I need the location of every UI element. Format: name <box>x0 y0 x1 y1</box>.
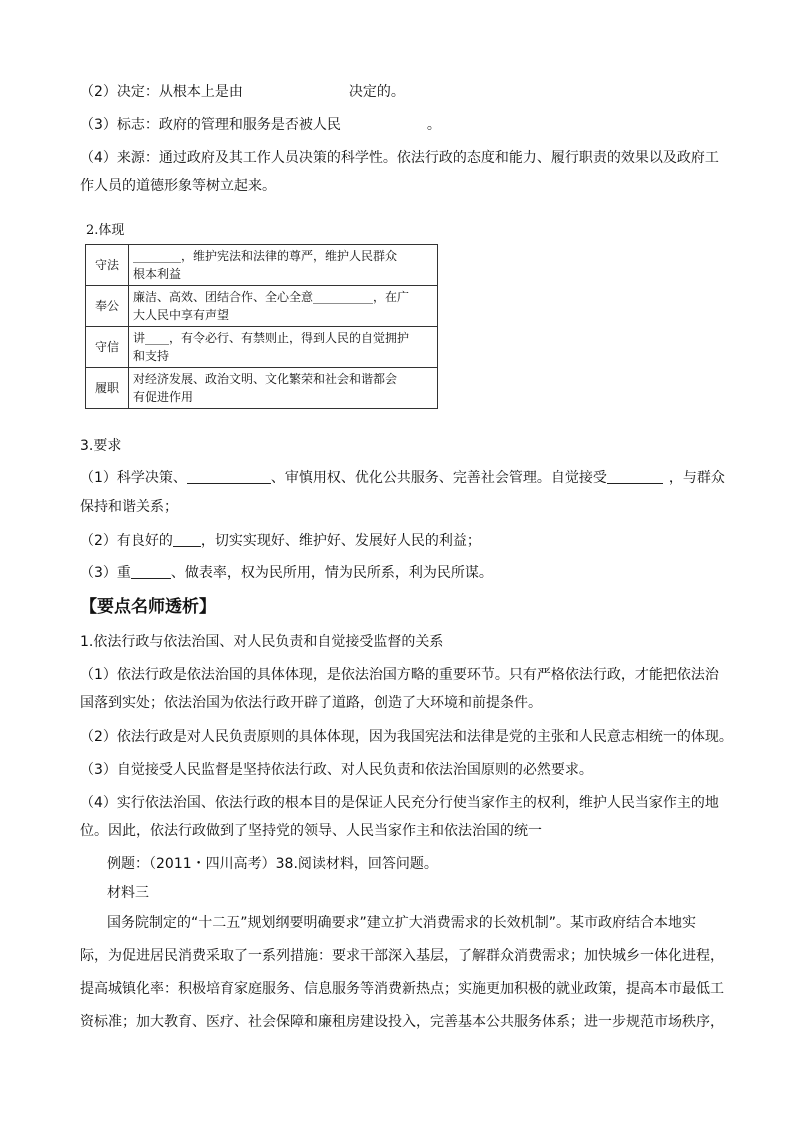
row-content-line2: 根本利益 <box>133 267 182 281</box>
fill-blank <box>173 532 201 547</box>
req-2-text-b: ，切实实现好、维护好、发展好人民的利益； <box>200 533 481 549</box>
row-head-fenggong: 奉公 <box>86 286 129 327</box>
material-label: 材料三 <box>107 885 149 901</box>
item-4-source-line2 <box>80 176 276 196</box>
requirement-3 <box>80 563 493 583</box>
row-content <box>129 245 438 286</box>
analysis-p1-line1: （1）依法行政是依法治国的具体体现，是依法治国方略的重要环节。只有严格依法行政，才能把依法治 <box>80 667 719 683</box>
analysis-heading: 【要点名师透析】 <box>80 597 216 617</box>
table-row <box>86 368 438 409</box>
fill-blank <box>131 564 171 579</box>
req-1-text-c: ，与群众 <box>668 470 725 486</box>
row-content-line1: 廉洁、高效、团结合作、全心全意__________，在广 <box>133 290 410 304</box>
row-content-line1: ________，维护宪法和法律的尊严，维护人民群众 <box>133 249 398 263</box>
row-content-line1: 讲____，有令必行、有禁则止，得到人民的自觉拥护 <box>133 331 410 345</box>
fill-blank <box>187 469 271 484</box>
requirement-2 <box>80 531 481 551</box>
item-4-source-line1 <box>80 148 719 168</box>
row-head-shouxin: 守信 <box>86 327 129 368</box>
fill-blank <box>607 469 663 484</box>
row-content-line2: 和支持 <box>133 349 170 363</box>
row-content-line2: 大人民中享有声望 <box>133 308 230 322</box>
embodiment-table <box>85 244 438 409</box>
item-4-text-a: （4）来源：通过政府及其工作人员决策的科学性。依法行政的态度和能力、履行职责的效果以及政府工 <box>80 150 719 166</box>
analysis-title: 1.依法行政与依法治国、对人民负责和自觉接受监督的关系 <box>80 634 444 650</box>
item-2-text-a: （2）决定：从根本上是由 <box>80 84 243 100</box>
requirement-1-line2 <box>80 497 178 517</box>
material-line2: 际，为促进居民消费采取了一系列措施：要求干部深入基层，了解群众消费需求；加快城乡一体化进程， <box>80 948 724 964</box>
req-1-text-a: （1）科学决策、 <box>80 470 187 486</box>
row-content <box>129 286 438 327</box>
analysis-p4-line1: （4）实行依法治国、依法行政的根本目的是保证人民充分行使当家作主的权利，维护人民当家作主的地 <box>80 795 719 811</box>
row-head-lvzhi: 履职 <box>86 368 129 409</box>
item-3-sign <box>80 115 441 135</box>
row-content-line1: 对经济发展、政治文明、文化繁荣和社会和谐都会 <box>133 372 398 386</box>
req-3-text-a: （3）重 <box>80 565 131 581</box>
req-2-text-a: （2）有良好的 <box>80 533 173 549</box>
material-line1: 国务院制定的“十二五”规划纲要明确要求”建立扩大消费需求的长效机制”。某市政府结合本地实 <box>107 915 697 931</box>
table-row <box>86 245 438 286</box>
row-head-shoufa: 守法 <box>86 245 129 286</box>
material-line4: 资标准；加大教育、医疗、社会保障和廉租房建设投入，完善基本公共服务体系；进一步规范市场秩序， <box>80 1014 724 1030</box>
row-content <box>129 327 438 368</box>
analysis-p2: （2）依法行政是对人民负责原则的具体体现，因为我国宪法和法律是党的主张和人民意志相统一的体现。 <box>80 729 733 745</box>
row-content <box>129 368 438 409</box>
item-2-decision <box>80 82 405 102</box>
analysis-p4-line2: 位。因此，依法行政做到了坚持党的领导、人民当家作主和依法治国的统一 <box>80 823 542 839</box>
example-label: 例题：（2011・四川高考）38.阅读材料，回答问题。 <box>107 856 438 872</box>
table-row <box>86 327 438 368</box>
item-2-text-b: 决定的。 <box>348 84 405 100</box>
analysis-p1-line2: 国落到实处；依法治国为依法行政开辟了道路，创造了大环境和前提条件。 <box>80 695 542 711</box>
req-1-text-b: 、审慎用权、优化公共服务、完善社会管理。自觉接受 <box>270 470 607 486</box>
req-3-text-b: 、做表率，权为民所用，情为民所系，利为民所谋。 <box>170 565 493 581</box>
analysis-p3: （3）自觉接受人民监督是坚持依法行政、对人民负责和依法治国原则的必然要求。 <box>80 762 593 778</box>
section-3-title: 3.要求 <box>80 438 122 454</box>
row-content-line2: 有促进作用 <box>133 390 194 404</box>
section-2-title: 2.体现 <box>86 223 125 238</box>
table-row <box>86 286 438 327</box>
req-1-text-d: 保持和谐关系； <box>80 499 178 515</box>
material-line3: 提高城镇化率：积极培育家庭服务、信息服务等消费新热点；实施更加积极的就业政策，提高本市最低工 <box>80 981 724 997</box>
item-3-text-a: （3）标志：政府的管理和服务是否被人民 <box>80 117 341 133</box>
requirement-1-line1 <box>80 468 725 488</box>
item-4-text-b: 作人员的道德形象等树立起来。 <box>80 178 276 194</box>
item-3-text-b: 。 <box>426 117 441 133</box>
